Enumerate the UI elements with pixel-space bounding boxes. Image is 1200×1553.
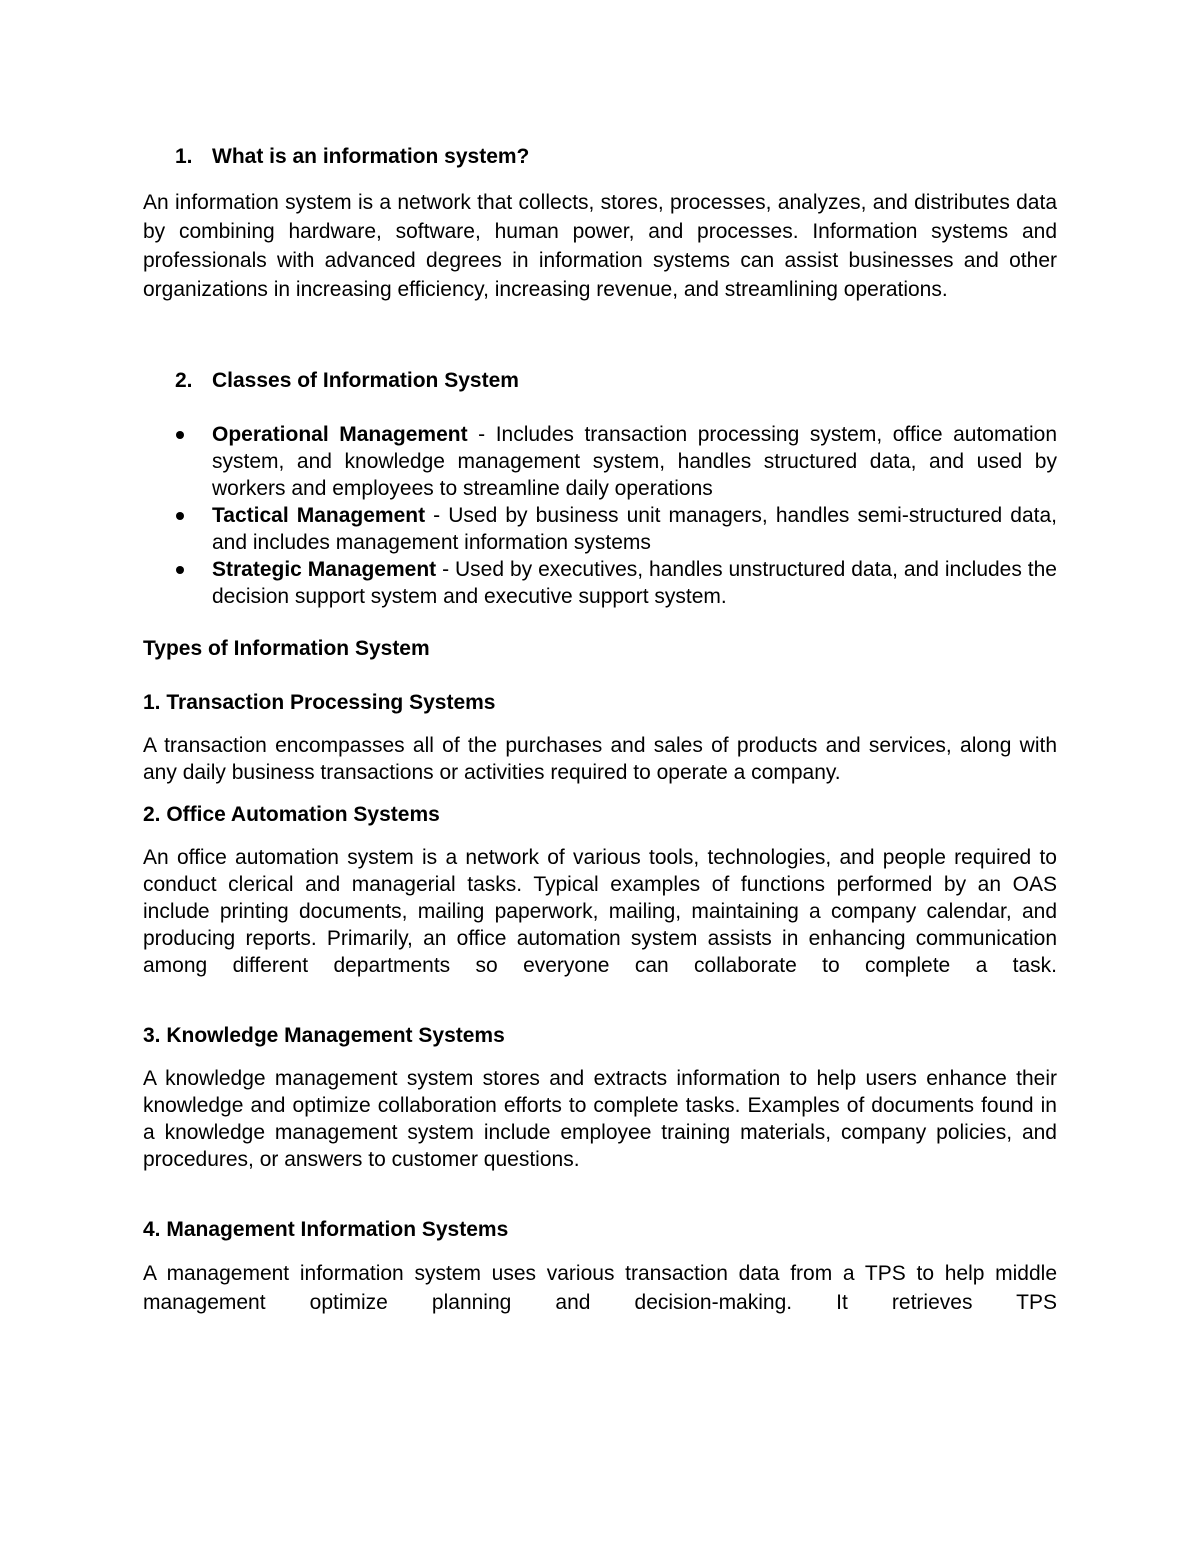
list-item-text: Includes transaction processing system, office automation system, and knowledge management system, handles structured data, and used by workers and employees to streamline daily operations [212, 423, 1057, 500]
section-body-mis: A management information system uses various transaction data from a TPS to help middle management optimize planning and decision-making. It retrieves TPS [143, 1262, 1057, 1314]
bullet-icon [176, 512, 184, 520]
section-body-oas: An office automation system is a network of various tools, technologies, and people required to conduct clerical and managerial tasks. Typical examples of functions performed by an OAS include printing documents, mailing paperwork, mailing, maintaining a company calendar, and producing reports. Primarily, an office automation system assists in enhancing communication among different departments so everyone can collaborate to complete a task. [143, 846, 1057, 977]
types-title: Types of Information System [143, 637, 430, 660]
section-heading-mis: 4. Management Information Systems [143, 1218, 509, 1241]
list-item-sep: - [425, 504, 449, 527]
section-body-kms: A knowledge management system stores and extracts information to help users enhance their knowledge and optimize collaboration efforts to complete tasks. Examples of documents found in a knowledge management system include employee training materials, company policies, and procedures, or answers to customer questions. [143, 1067, 1057, 1171]
q1-title: What is an information system? [212, 145, 530, 168]
list-item-term: Operational Management [212, 423, 468, 446]
section-heading-oas: 2. Office Automation Systems [143, 803, 440, 826]
classes-list [143, 421, 1057, 610]
list-item [143, 421, 1057, 502]
list-item-term: Strategic Management [212, 558, 437, 581]
list-item-text: Used by business unit managers, handles semi-structured data, and includes management information systems [212, 504, 1057, 554]
section-heading-tps: 1. Transaction Processing Systems [143, 691, 496, 714]
section-heading-kms: 3. Knowledge Management Systems [143, 1024, 505, 1047]
bullet-icon [176, 566, 184, 574]
section-body-tps: A transaction encompasses all of the purchases and sales of products and services, along with any daily business transactions or activities required to operate a company. [143, 734, 1057, 784]
list-item-text: Used by executives, handles unstructured data, and includes the decision support system and executive support system. [212, 558, 1057, 608]
list-item-sep: - [467, 423, 496, 446]
list-item-sep: - [436, 558, 456, 581]
list-item [143, 502, 1057, 556]
list-item [143, 556, 1057, 610]
q1-heading [143, 142, 1057, 172]
q1-number: 1. [175, 145, 193, 168]
document-page [143, 140, 1057, 1317]
q2-title: Classes of Information System [212, 369, 519, 392]
list-item-term: Tactical Management [212, 504, 426, 527]
q2-heading [143, 366, 1057, 396]
bullet-icon [176, 431, 184, 439]
q1-body: An information system is a network that collects, stores, processes, analyzes, and distributes data by combining hardware, software, human power, and processes. Information systems and professionals with advanced degrees in information systems can assist businesses and other organizations in increasing efficiency, increasing revenue, and streamlining operations. [143, 191, 1057, 301]
q2-number: 2. [175, 369, 193, 392]
